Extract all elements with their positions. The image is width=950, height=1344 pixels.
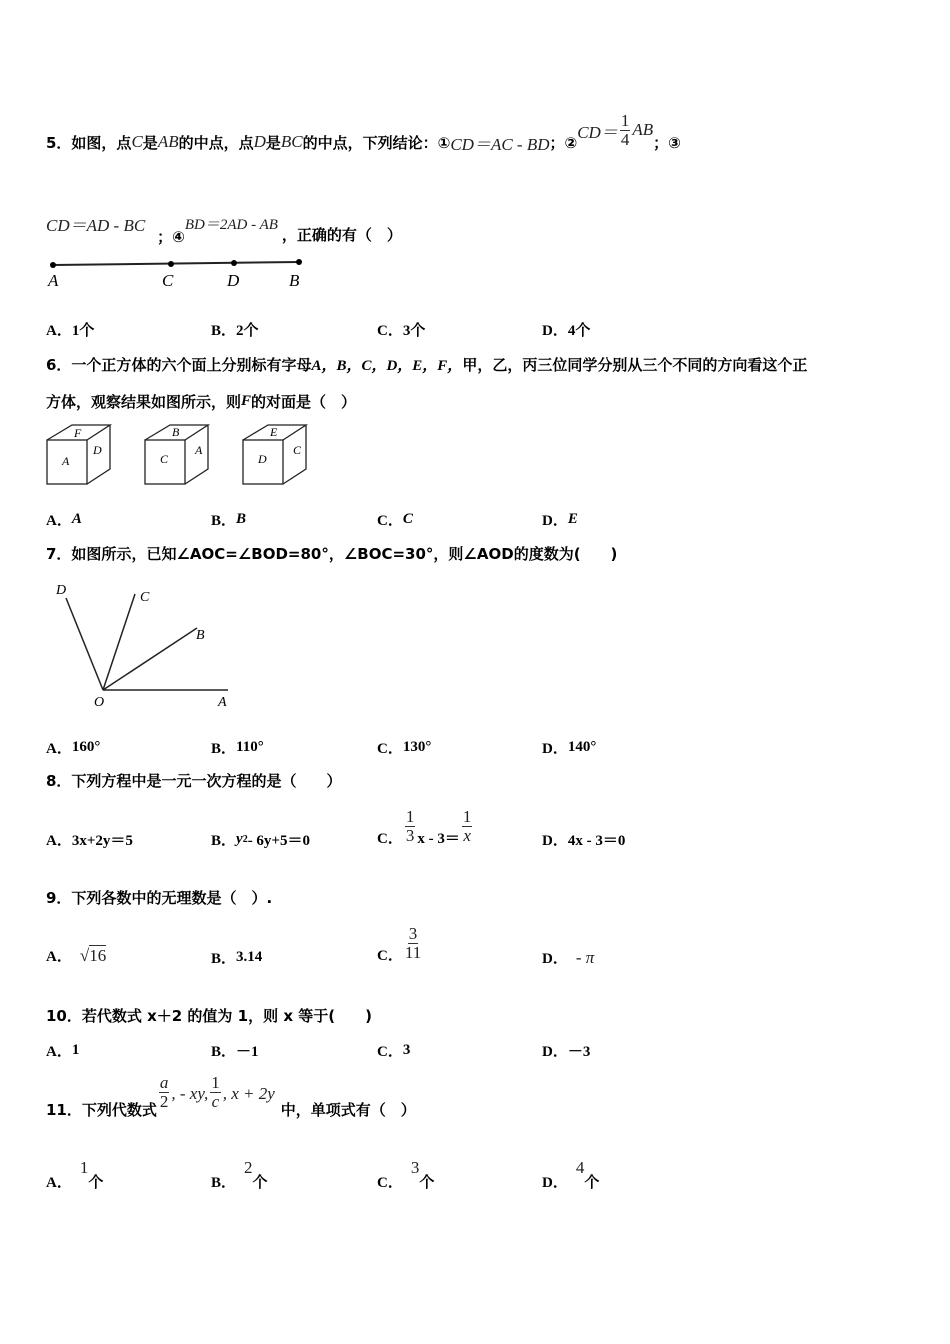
option-d[interactable] <box>542 829 625 850</box>
option-key: D． <box>542 1044 568 1060</box>
option-key: B． <box>211 741 237 757</box>
text: 的中点，点 <box>178 133 254 152</box>
text: 5．如图，点 <box>46 133 132 152</box>
math: BC <box>280 132 303 152</box>
option-value: y <box>236 831 243 847</box>
option-key: A． <box>46 323 72 339</box>
option-c[interactable] <box>377 737 431 758</box>
q8-stem <box>46 770 341 791</box>
option-key: B． <box>211 951 237 967</box>
cube-face-top: B <box>172 425 180 439</box>
math: CD＝ <box>577 122 618 142</box>
option-key: D． <box>542 741 568 757</box>
unit: 个 <box>88 1173 104 1191</box>
fraction <box>405 925 421 962</box>
fraction <box>620 112 631 149</box>
option-key: B． <box>211 833 237 849</box>
text: ；② <box>549 133 578 152</box>
point-label-b: B <box>289 271 300 290</box>
option-key: C． <box>377 741 403 757</box>
text: 10．若代数式 x＋2 的值为 1，则 x 等于( ) <box>46 1007 372 1025</box>
text: 中，单项式有（ ） <box>280 1101 416 1119</box>
option-b[interactable] <box>211 1158 268 1192</box>
option-value: 3个 <box>402 323 426 339</box>
option-value: 4 <box>575 1158 585 1177</box>
option-value: - 6y+5＝0 <box>247 833 310 849</box>
option-b[interactable] <box>211 947 262 968</box>
option-key: A． <box>46 1175 72 1191</box>
exponent: 2 <box>242 834 248 845</box>
conclusion-3: CD＝AD - BC <box>46 216 146 235</box>
point-label-a: A <box>48 271 59 290</box>
conclusion-2 <box>577 112 653 149</box>
option-value: x - 3＝ <box>417 831 460 847</box>
cube-face-front: D <box>258 452 267 466</box>
option-d[interactable] <box>542 509 578 530</box>
text: 8．下列方程中是一元一次方程的是（ ） <box>46 772 342 790</box>
option-key: C． <box>377 831 403 847</box>
option-d[interactable] <box>542 319 590 340</box>
option-b[interactable] <box>211 737 264 758</box>
option-a[interactable] <box>46 509 82 530</box>
text: 方体，观察结果如图所示，则 <box>46 393 242 411</box>
option-a[interactable] <box>46 1158 103 1192</box>
math: AB <box>157 132 179 152</box>
cube-face-side: A <box>195 443 203 457</box>
segment-figure <box>44 252 314 292</box>
option-key: D． <box>542 1175 568 1191</box>
q6-stem-line2 <box>46 391 356 412</box>
point-label-d: D <box>227 271 240 290</box>
option-a[interactable] <box>46 945 106 966</box>
option-a[interactable] <box>46 829 133 850</box>
option-key: B． <box>211 1175 237 1191</box>
option-key: C． <box>377 1044 403 1060</box>
numerator: 3 <box>408 924 418 944</box>
option-b[interactable] <box>211 1040 259 1061</box>
text: 甲，乙，丙三位同学分别从三个不同的方向看这个正 <box>462 356 808 374</box>
option-value: －1 <box>236 1044 259 1060</box>
option-key: D． <box>542 951 568 967</box>
option-key: A． <box>46 513 72 529</box>
q6-stem-line1 <box>46 354 807 375</box>
option-value: B <box>236 511 247 527</box>
text: ，正确的有（ ） <box>281 226 402 244</box>
unit: 个 <box>584 1173 600 1191</box>
option-d[interactable] <box>542 1040 590 1061</box>
option-value: 4个 <box>567 323 591 339</box>
numerator: a <box>159 1073 169 1092</box>
option-c[interactable] <box>377 922 423 965</box>
text: 6．一个正方体的六个面上分别标有字母 <box>46 356 312 374</box>
denominator: x <box>463 826 471 845</box>
option-value: 2 <box>244 1158 253 1177</box>
text: 的对面是（ ） <box>251 393 357 411</box>
text: ；④ <box>157 228 185 246</box>
option-a[interactable] <box>46 319 94 340</box>
option-a[interactable] <box>46 737 100 758</box>
denominator: 2 <box>159 1091 169 1111</box>
denominator: 4 <box>620 129 630 149</box>
math: , x + 2y <box>222 1084 275 1103</box>
unit: 个 <box>419 1173 435 1191</box>
option-value: E <box>567 511 578 527</box>
ray-label-c: C <box>140 590 150 605</box>
angle-figure <box>44 576 244 711</box>
option-value: C <box>402 511 413 527</box>
q10-stem <box>46 1005 372 1026</box>
option-b[interactable] <box>211 509 246 530</box>
option-a[interactable] <box>46 1040 79 1061</box>
option-value: 1 <box>71 1042 80 1058</box>
option-c[interactable] <box>377 1158 434 1192</box>
text: 的中点，下列结论：① <box>302 133 451 152</box>
ray-label-a: A <box>218 695 227 710</box>
option-c[interactable] <box>377 1040 410 1061</box>
cube-face-side: D <box>93 443 102 457</box>
option-b[interactable] <box>211 319 259 340</box>
math: C <box>131 132 143 152</box>
option-value: －3 <box>567 1044 591 1060</box>
q7-stem <box>46 543 617 564</box>
option-value: A <box>71 511 82 527</box>
cube-face-side: C <box>293 443 302 457</box>
fraction <box>210 1074 221 1111</box>
vertex-label-o: O <box>94 695 105 710</box>
ray-label-d: D <box>56 583 67 598</box>
numerator: 1 <box>211 1073 220 1092</box>
option-d[interactable] <box>542 737 596 758</box>
option-key: A． <box>46 833 72 849</box>
text: 是 <box>142 133 158 152</box>
option-c[interactable] <box>377 805 474 848</box>
option-c[interactable] <box>377 319 425 340</box>
cube-face-top: E <box>270 425 278 439</box>
option-value: 160° <box>71 739 101 755</box>
option-value: 2个 <box>236 323 259 339</box>
option-value: 3 <box>410 1158 420 1177</box>
letters: A，B，C，D，E，F， <box>311 358 463 374</box>
option-key: B． <box>211 1044 237 1060</box>
fraction <box>405 808 416 845</box>
conclusion-1: CD＝AC - BD <box>450 134 550 154</box>
q5-stem-line1 <box>46 111 681 161</box>
option-value: 130° <box>402 739 432 755</box>
option-key: A． <box>46 949 72 965</box>
math: AB <box>632 120 654 140</box>
option-value: - π <box>575 947 595 967</box>
option-value: 1 <box>79 1158 89 1177</box>
fraction <box>462 808 473 845</box>
text: ；③ <box>653 133 681 152</box>
cube-face-top: F <box>74 426 82 440</box>
option-key: B． <box>211 323 237 339</box>
unit: 个 <box>252 1173 268 1191</box>
point-label-c: C <box>162 271 174 290</box>
cubes-figure <box>44 422 324 488</box>
option-value: 3 <box>402 1042 411 1058</box>
option-key: D． <box>542 833 568 849</box>
denominator: c <box>211 1091 220 1111</box>
numerator: 1 <box>462 807 472 827</box>
cube-face-front: A <box>62 454 70 468</box>
numerator: 1 <box>405 807 415 827</box>
ray-label-b: B <box>196 628 205 643</box>
letter-f: F <box>241 393 252 409</box>
option-key: D． <box>542 323 568 339</box>
text: 是 <box>265 133 281 152</box>
conclusion-4: BD＝2AD - AB <box>184 217 278 233</box>
option-key: B． <box>211 513 237 529</box>
option-value: 140° <box>567 739 597 755</box>
option-value: 110° <box>236 739 264 755</box>
denominator: 3 <box>405 826 415 845</box>
cube-face-front: C <box>160 452 169 466</box>
option-key: A． <box>46 741 72 757</box>
option-d[interactable] <box>542 947 594 968</box>
option-c[interactable] <box>377 509 413 530</box>
numerator: 1 <box>620 111 630 130</box>
option-key: C． <box>377 1175 403 1191</box>
option-value: 3x+2y＝5 <box>71 833 133 849</box>
option-key: C． <box>377 513 403 529</box>
denominator: 11 <box>404 943 422 962</box>
option-key: C． <box>377 948 403 964</box>
q9-stem <box>46 887 272 908</box>
math: D <box>253 132 266 152</box>
q5-stem-line2 <box>46 200 402 247</box>
option-b[interactable] <box>211 829 310 850</box>
text: 7．如图所示，已知∠AOC=∠BOD=80°，∠BOC=30°，则∠AOD的度数为( ) <box>46 545 618 563</box>
option-value: 1个 <box>71 323 95 339</box>
text: 11．下列代数式 <box>46 1101 157 1119</box>
fraction <box>159 1074 170 1111</box>
option-value: 3.14 <box>236 949 263 965</box>
option-key: C． <box>377 323 403 339</box>
option-value: 16 <box>89 946 107 965</box>
option-key: D． <box>542 513 568 529</box>
option-d[interactable] <box>542 1158 599 1192</box>
sqrt-icon: √ <box>79 945 90 965</box>
math: , - xy, <box>171 1084 209 1103</box>
option-value: 4x - 3＝0 <box>567 833 626 849</box>
option-key: A． <box>46 1044 72 1060</box>
text: 9．下列各数中的无理数是（ ）. <box>46 889 273 907</box>
q11-stem <box>46 1074 416 1120</box>
